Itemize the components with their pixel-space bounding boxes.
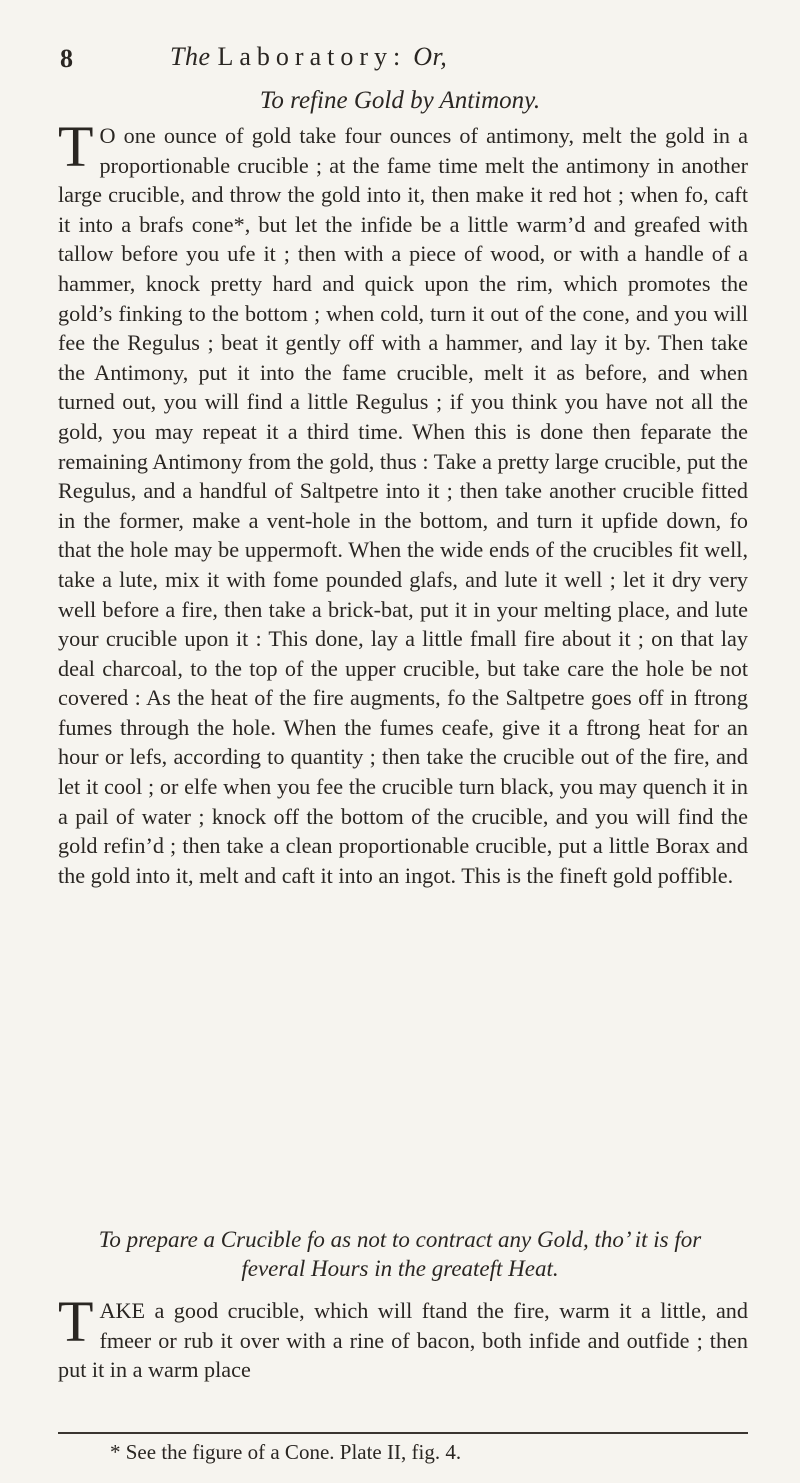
- running-title-laboratory: Laboratory:: [217, 42, 407, 71]
- running-header: [60, 42, 760, 82]
- page-number: 8: [60, 44, 73, 73]
- drop-cap: T: [58, 114, 94, 179]
- drop-cap: T: [58, 1289, 94, 1354]
- running-title: [170, 42, 447, 72]
- running-title-or: Or,: [413, 42, 448, 71]
- section-body-crucible: [58, 1289, 748, 1385]
- footnote-rule: [58, 1432, 748, 1434]
- section-title-crucible-line2: feveral Hours in the greateft Heat.: [241, 1256, 559, 1281]
- paragraph-text: O one ounce of gold take four ounces of antimony, melt the gold in a proportionable crucible ; at the fame time melt the antimony in another large crucible, and throw the gold into it, then make it red hot ; when fo, caft it into a brafs cone*, but let the infide be a little warm’d and greafed with tallow before you ufe it ; then with a piece of wood, or with a handle of a hammer, knock pretty hard and quick upon the rim, which promotes the gold’s finking to the bottom ; when cold, turn it out of the cone, and you will fee the Regulus ; beat it gently off with a hammer, and lay it by. Then take the Antimony, put it into the fame crucible, melt it as before, and when turned out, you will find a little Regulus ; if you think you have not all the gold, you may repeat it a third time. When this is done then feparate the remaining Antimony from the gold, thus : Take a pretty large crucible, put the Regulus, and a handful of Saltpetre into it ; then take another crucible fitted in the former, make a vent-hole in the bottom, and turn it upfide down, fo that the hole may be uppermoft. When the wide ends of the crucibles fit well, take a lute, mix it with fome pounded glafs, and lute it well ; let it dry very well before a fire, then take a brick-bat, put it in your melting place, and lute your crucible upon it : This done, lay a little fmall fire about it ; on that lay deal charcoal, to the top of the upper crucible, but take care the hole be not covered : As the heat of the fire augments, fo the Saltpetre goes off in ftrong fumes through the hole. When the fumes ceafe, give it a ftrong heat for an hour or lefs, according to quantity ; then take the crucible out of the fire, and let it cool ; or elfe when you fee the crucible turn black, you may quench it in a pail of water ; knock off the bottom of the crucible, and you will find the gold refin’d ; then take a clean proportionable crucible, put a little Borax and the gold into it, melt and caft it into an ingot. This is the fineft gold poffible.: [58, 123, 748, 888]
- section-title-crucible-line1: To prepare a Crucible fo as not to contract any Gold, tho’ it is for: [98, 1227, 702, 1252]
- section-body-refine-gold: [58, 114, 748, 890]
- section-title-refine-gold: To refine Gold by Antimony.: [259, 87, 541, 114]
- running-title-the: The: [170, 42, 211, 71]
- footnote: * See the figure of a Cone. Plate II, fig. 4.: [110, 1440, 462, 1464]
- paragraph-text: AKE a good crucible, which will ftand the fire, warm it a little, and fmeer or rub it over with a rine of bacon, both infide and outfide ; then put it in a warm place: [58, 1298, 748, 1383]
